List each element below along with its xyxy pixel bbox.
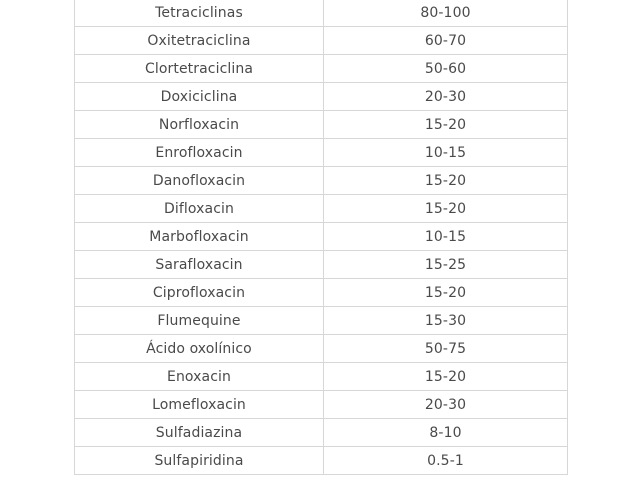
table-row: [75, 27, 568, 55]
table-row: [75, 419, 568, 447]
value-range-cell: 80-100: [324, 0, 568, 27]
value-range-cell: 15-20: [324, 111, 568, 139]
drug-name-cell: Sulfapiridina: [75, 447, 324, 475]
table-row: [75, 55, 568, 83]
table-row: [75, 83, 568, 111]
table-row: [75, 251, 568, 279]
drug-name-cell: Enrofloxacin: [75, 139, 324, 167]
table-row: [75, 279, 568, 307]
drug-name-cell: Ciprofloxacin: [75, 279, 324, 307]
table-row: [75, 195, 568, 223]
data-table-container: [74, 0, 566, 475]
drug-name-cell: Flumequine: [75, 307, 324, 335]
table-row: [75, 391, 568, 419]
drug-name-cell: Difloxacin: [75, 195, 324, 223]
value-range-cell: 50-75: [324, 335, 568, 363]
drug-name-cell: Clortetraciclina: [75, 55, 324, 83]
value-range-cell: 10-15: [324, 139, 568, 167]
value-range-cell: 15-20: [324, 195, 568, 223]
drug-name-cell: Danofloxacin: [75, 167, 324, 195]
value-range-cell: 15-20: [324, 279, 568, 307]
drug-name-cell: Sulfadiazina: [75, 419, 324, 447]
drug-name-cell: Enoxacin: [75, 363, 324, 391]
antibiotic-table: [74, 0, 568, 475]
value-range-cell: 15-30: [324, 307, 568, 335]
table-row: [75, 0, 568, 27]
table-row: [75, 223, 568, 251]
drug-name-cell: Ácido oxolínico: [75, 335, 324, 363]
value-range-cell: 10-15: [324, 223, 568, 251]
drug-name-cell: Norfloxacin: [75, 111, 324, 139]
value-range-cell: 60-70: [324, 27, 568, 55]
value-range-cell: 15-20: [324, 167, 568, 195]
drug-name-cell: Sarafloxacin: [75, 251, 324, 279]
value-range-cell: 8-10: [324, 419, 568, 447]
drug-name-cell: Lomefloxacin: [75, 391, 324, 419]
value-range-cell: 20-30: [324, 391, 568, 419]
table-row: [75, 167, 568, 195]
value-range-cell: 50-60: [324, 55, 568, 83]
value-range-cell: 15-25: [324, 251, 568, 279]
drug-name-cell: Tetraciclinas: [75, 0, 324, 27]
table-row: [75, 307, 568, 335]
table-row: [75, 111, 568, 139]
table-row: [75, 335, 568, 363]
drug-name-cell: Doxiciclina: [75, 83, 324, 111]
table-row: [75, 447, 568, 475]
value-range-cell: 20-30: [324, 83, 568, 111]
drug-name-cell: Oxitetraciclina: [75, 27, 324, 55]
value-range-cell: 0.5-1: [324, 447, 568, 475]
table-row: [75, 139, 568, 167]
table-body: [75, 0, 568, 475]
table-row: [75, 363, 568, 391]
value-range-cell: 15-20: [324, 363, 568, 391]
drug-name-cell: Marbofloxacin: [75, 223, 324, 251]
